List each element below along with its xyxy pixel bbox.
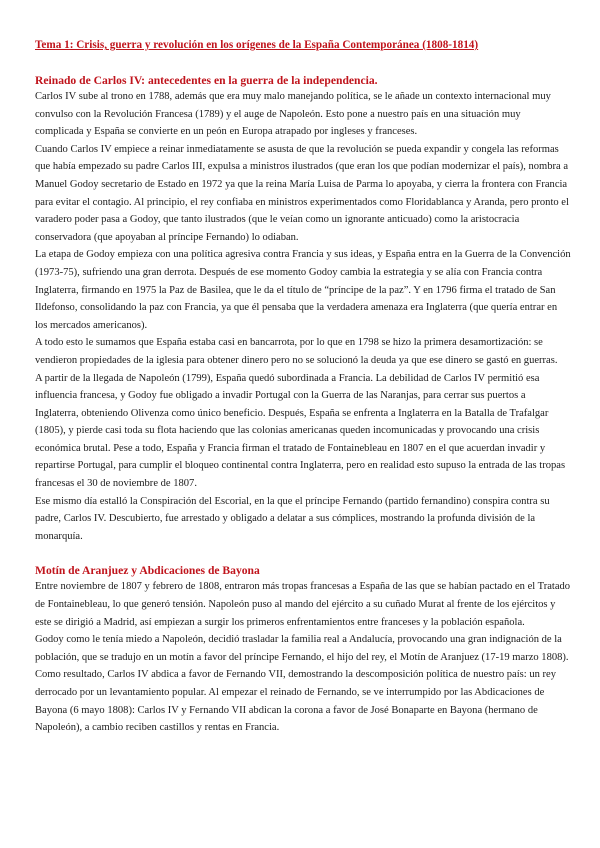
paragraph: Godoy como le tenía miedo a Napoleón, decidió trasladar la familia real a Andalucía, provocando una gran indignación de la población, que se tradujo en un motín a favor del príncipe Fernando, el hijo del rey, el Motín de Aranjuez (17-19 marzo 1808). Como resultado, Carlos IV abdica a favor de Fernando VII, demostrando la descomposición política de nuestro país: un rey derrocado por un levantamiento popular. Al empezar el reinado de Fernando, se ve interrumpido por las Abdicaciones de Bayona (6 mayo 1808): Carlos IV y Fernando VII abdican la corona a favor de José Bonaparte en Bayona (hermano de Napoleón), a cambio reciben castillos y rentas en Francia. bbox=[35, 634, 569, 734]
paragraph: Ese mismo día estalló la Conspiración del Escorial, en la que el príncipe Fernando (partido fernandino) conspira contra su padre, Carlos IV. Descubierto, fue arrestado y obligado a delatar a sus cómplices, mostrando la profunda división de la monarquía. bbox=[35, 495, 550, 542]
document-title: Tema 1: Crisis, guerra y revolución en los orígenes de la España Contemporánea (1808-1814) bbox=[35, 39, 479, 51]
document-page bbox=[35, 38, 571, 737]
section-heading: Motín de Aranjuez y Abdicaciones de Bayona bbox=[35, 564, 260, 578]
section-heading: Reinado de Carlos IV: antecedentes en la guerra de la independencia. bbox=[35, 74, 378, 87]
paragraph: A todo esto le sumamos que España estaba casi en bancarrota, por lo que en 1798 se hizo la primera desamortización: se vendieron propiedades de la iglesia para obtener dinero pero no se solucionó la deuda ya que ese dinero se gastó en guerras. bbox=[35, 337, 558, 366]
section-spacer bbox=[35, 545, 571, 564]
paragraph: Entre noviembre de 1807 y febrero de 1808, entraron más tropas francesas a España de las que se habían pactado en el Tratado de Fontainebleau, lo que generó tensión. Napoleón puso al mando del ejército a su cuñado Murat al frente de los ejércitos y este se dirigió a Madrid, así empiezan a surgir los primeros enfrentamientos entre franceses y la población española. bbox=[35, 581, 571, 628]
paragraph: A partir de la llegada de Napoleón (1799), España quedó subordinada a Francia. La debilidad de Carlos IV permitió esa influencia francesa, y Godoy fue obligado a invadir Portugal con la Guerra de las Naranjas, para cerrar sus puertos a Inglaterra, obteniendo Olivenza como único beneficio. Después, España se enfrenta a Inglaterra en la Batalla de Trafalgar (1805), y pierde casi toda su flota haciendo que las colonias americanas queden incomunicadas y provocando una crisis económica brutal. Pese a todo, España y Francia firman el tratado de Fontainebleau en 1807 en el que acuerdan invadir y repartirse Portugal, para cumplir el bloqueo continental contra Inglaterra, pero en realidad esto supuso la entrada de las tropas francesas el 30 de noviembre de 1807. bbox=[35, 372, 566, 490]
section-motin-aranjuez bbox=[35, 564, 571, 736]
paragraph: Carlos IV sube al trono en 1788, además que era muy malo manejando política, se le añade un contexto internacional muy convulso con la Revolución Francesa (1789) y el auge de Napoleón. Esto pone a nuestro país en una situación muy complicada y España se convierte en un peón en Europa atrapado por ingleses y franceses. bbox=[35, 91, 551, 138]
paragraph: Cuando Carlos IV empiece a reinar inmediatamente se asusta de que la revolución se pueda expandir y congela las reformas que había empezado su padre Carlos III, expulsa a ministros ilustrados (que eran los que podían modernizar el país), nombra a Manuel Godoy secretario de Estado en 1972 ya que la reina María Luisa de Parma lo apoyaba, y cierra la frontera con Francia para evitar el contagio. Al principio, el rey confiaba en ministros experimentados como Floridablanca y Aranda, pero pronto el varadero poder pasa a Godoy, que tanto ilustrados (que le veían como un ignorante anticuado) como la aristocracia conservadora (que apoyaban al príncipe Fernando) lo odiaban. bbox=[35, 143, 569, 243]
paragraph: La etapa de Godoy empieza con una política agresiva contra Francia y sus ideas, y España entra en la Guerra de la Convención (1973-75), sufriendo una gran derrota. Después de ese momento Godoy cambia la estrategia y se alía con Francia contra Inglaterra, firmando en 1975 la Paz de Basilea, que le da el título de “príncipe de la paz”. Y en 1796 firma el tratado de San Ildefonso, consolidando la paz con Francia, ya que él pensaba que la verdadera amenaza era Inglaterra (que quería entrar en los mercados americanos). bbox=[35, 249, 571, 331]
section-carlos-iv bbox=[35, 74, 571, 545]
